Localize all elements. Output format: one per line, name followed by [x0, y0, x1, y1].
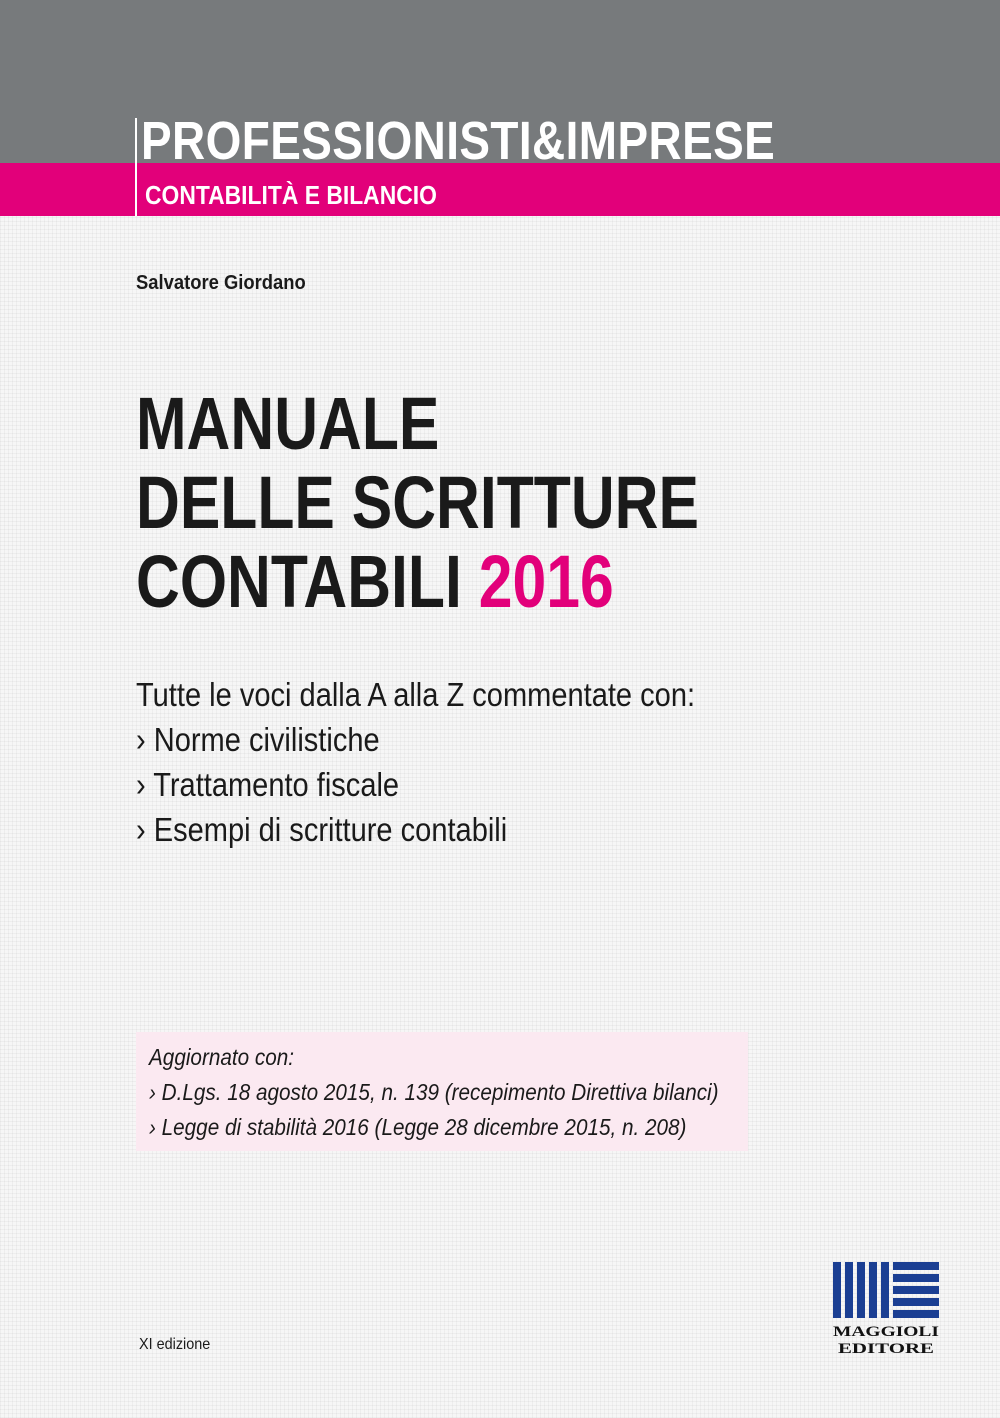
update-item: › Legge di stabilità 2016 (Legge 28 dicembre 2015, n. 208) — [149, 1114, 687, 1140]
feature-item: › Trattamento fiscale — [136, 766, 400, 803]
book-title-line-3-text: CONTABILI — [136, 540, 462, 623]
author-name: Salvatore Giordano — [136, 272, 306, 294]
publisher-logo-name: MAGGIOLI — [833, 1324, 940, 1340]
series-title: PROFESSIONISTI&IMPRESE — [141, 111, 776, 171]
publisher-logo-mark — [833, 1262, 939, 1318]
features-intro: Tutte le voci dalla A alla Z commentate con: — [136, 676, 696, 713]
book-title-line-2: DELLE SCRITTURE — [136, 461, 699, 544]
book-title-line-3 — [136, 542, 699, 621]
features-list — [136, 672, 695, 852]
updates-heading: Aggiornato con: — [149, 1044, 295, 1070]
edition-label: XI edizione — [139, 1336, 211, 1353]
book-title — [136, 384, 699, 621]
feature-item: › Norme civilistiche — [136, 721, 380, 758]
book-title-year: 2016 — [478, 540, 614, 623]
updates-list — [149, 1040, 719, 1145]
series-subtitle: CONTABILITÀ E BILANCIO — [145, 180, 437, 210]
book-title-line-1: MANUALE — [136, 382, 440, 465]
update-item: › D.Lgs. 18 agosto 2015, n. 139 (recepimento Direttiva bilanci) — [149, 1079, 719, 1105]
feature-item: › Esempi di scritture contabili — [136, 811, 508, 848]
maggioli-editore-logo — [830, 1260, 942, 1360]
publisher-logo-subname: EDITORE — [838, 1341, 934, 1357]
series-divider-line — [135, 118, 137, 216]
